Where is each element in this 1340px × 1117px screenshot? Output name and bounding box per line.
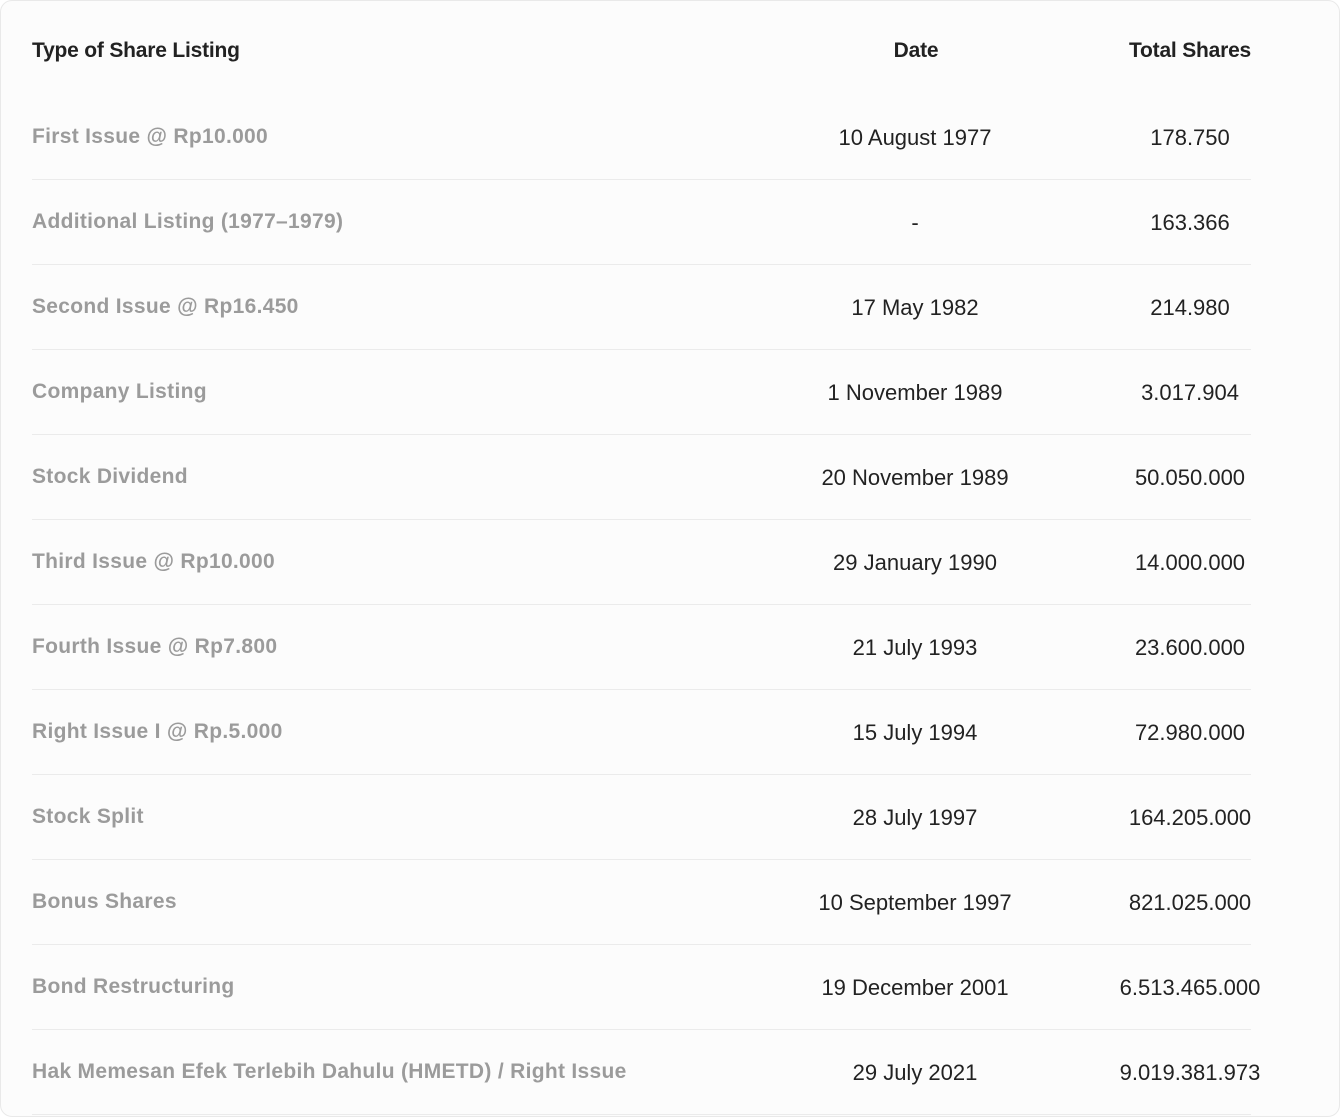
listing-date: 29 January 1990 <box>833 550 997 575</box>
listing-type: Third Issue @ Rp10.000 <box>32 550 275 573</box>
listing-date: 21 July 1993 <box>852 635 978 660</box>
table-row <box>32 520 1251 605</box>
header-type-of-share-listing: Type of Share Listing <box>32 39 240 62</box>
total-shares: 6.513.465.000 <box>1119 975 1261 1000</box>
listing-type: Bond Restructuring <box>32 975 235 998</box>
listing-type: Right Issue I @ Rp.5.000 <box>32 720 283 743</box>
total-shares: 9.019.381.973 <box>1119 1060 1261 1085</box>
total-shares: 3.017.904 <box>1141 380 1239 405</box>
table-row <box>32 860 1251 945</box>
total-shares: 14.000.000 <box>1134 550 1246 575</box>
listing-date: 19 December 2001 <box>821 975 1009 1000</box>
total-shares: 72.980.000 <box>1134 720 1246 745</box>
total-shares: 164.205.000 <box>1128 805 1252 830</box>
listing-date: 29 July 2021 <box>852 1060 978 1085</box>
listing-date: 20 November 1989 <box>821 465 1009 490</box>
listing-type: Additional Listing (1977–1979) <box>32 210 344 233</box>
listing-date: - <box>911 210 919 235</box>
listing-date: 15 July 1994 <box>852 720 978 745</box>
total-shares: 178.750 <box>1150 125 1230 150</box>
table-row <box>32 605 1251 690</box>
listing-type: First Issue @ Rp10.000 <box>32 125 269 148</box>
listing-type: Second Issue @ Rp16.450 <box>32 295 299 318</box>
table-row <box>32 350 1251 435</box>
table-header <box>32 1 1251 95</box>
total-shares: 214.980 <box>1150 295 1230 320</box>
table-row <box>32 1030 1261 1115</box>
listing-date: 10 September 1997 <box>818 890 1012 915</box>
listing-date: 10 August 1977 <box>838 125 992 150</box>
listing-type: Stock Dividend <box>32 465 188 488</box>
listing-date: 1 November 1989 <box>827 380 1003 405</box>
header-total-shares: Total Shares <box>1128 39 1252 62</box>
total-shares: 821.025.000 <box>1128 890 1252 915</box>
total-shares: 23.600.000 <box>1134 635 1246 660</box>
listing-type: Hak Memesan Efek Terlebih Dahulu (HMETD) / Right Issue <box>32 1060 627 1083</box>
table-row <box>32 775 1251 860</box>
listing-type: Fourth Issue @ Rp7.800 <box>32 635 278 658</box>
listing-date: 28 July 1997 <box>852 805 978 830</box>
total-shares: 50.050.000 <box>1134 465 1246 490</box>
total-shares: 163.366 <box>1150 210 1230 235</box>
table-row <box>32 435 1251 520</box>
table-row <box>32 95 1251 180</box>
share-listing-table <box>32 1 1261 1115</box>
header-date: Date <box>893 39 939 62</box>
table-row <box>32 690 1251 775</box>
table-row <box>32 180 1251 265</box>
listing-type: Company Listing <box>32 380 207 403</box>
listing-date: 17 May 1982 <box>851 295 979 320</box>
listing-type: Bonus Shares <box>32 890 177 913</box>
listing-type: Stock Split <box>32 805 144 828</box>
table-row <box>32 945 1261 1030</box>
table-row <box>32 265 1251 350</box>
